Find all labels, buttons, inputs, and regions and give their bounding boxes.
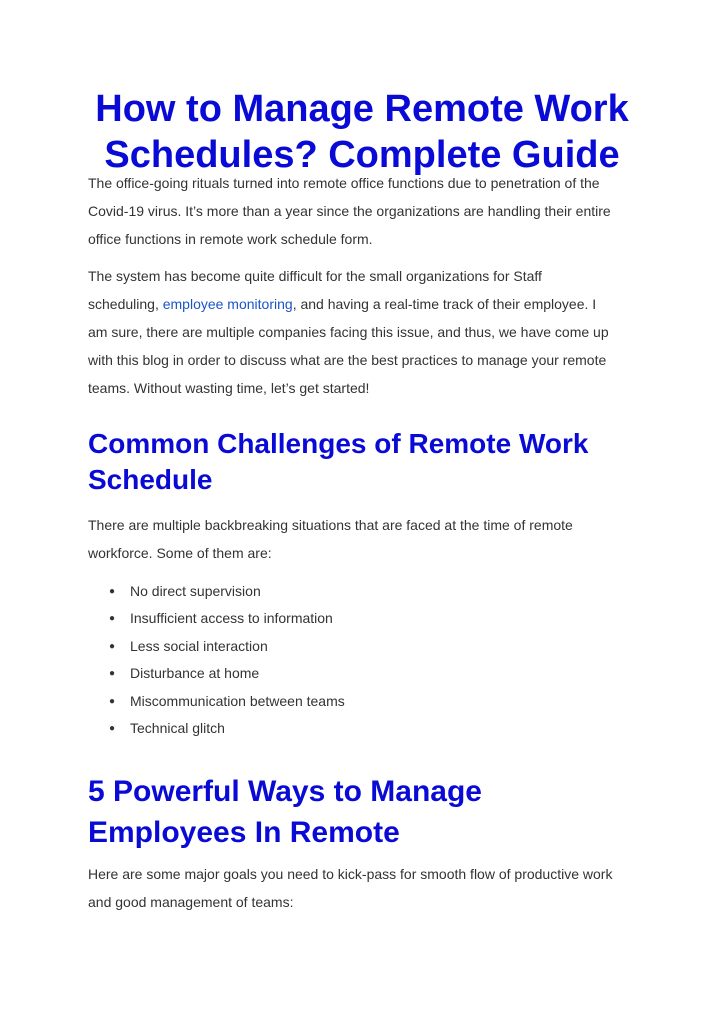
- list-item: [88, 688, 636, 715]
- system-paragraph: [88, 262, 636, 402]
- list-item-text: Miscommunication between teams: [130, 692, 345, 709]
- intro-paragraph: [88, 169, 636, 253]
- bullet-icon: ●: [109, 640, 116, 652]
- intro-line-3: office functions in remote work schedule form.: [88, 231, 373, 247]
- challenges-heading-line-2: Schedule: [88, 464, 213, 495]
- intro-line-2: Covid-19 virus. It’s more than a year since the organizations are handling their entire: [88, 203, 611, 219]
- ways-intro: [88, 860, 636, 916]
- list-item: [88, 605, 636, 632]
- list-item-text: No direct supervision: [130, 583, 261, 599]
- system-line-2-end: , and having a real-time track of their employee. I: [292, 296, 597, 312]
- bullet-icon: ●: [109, 586, 116, 597]
- system-line-5: teams. Without wasting time, let’s get started!: [88, 380, 370, 396]
- bullet-icon: ●: [109, 613, 116, 625]
- list-item: [88, 660, 636, 687]
- ways-heading-line-1: 5 Powerful Ways to Manage: [88, 775, 482, 809]
- intro-line-1: The office-going rituals turned into remote office functions due to penetration of the: [88, 175, 600, 191]
- list-item-text: Technical glitch: [130, 720, 225, 737]
- list-item-text: Less social interaction: [130, 637, 268, 654]
- bullet-icon: ●: [109, 668, 116, 680]
- system-line-4: with this blog in order to discuss what are the best practices to manage your remote: [88, 352, 607, 368]
- challenges-list: [88, 578, 636, 742]
- document-page: [88, 86, 636, 916]
- ways-intro-line-2: and good management of teams:: [88, 894, 294, 911]
- system-line-2: [88, 290, 636, 318]
- challenges-intro-line-2: workforce. Some of them are:: [88, 545, 272, 561]
- ways-heading-line-2: Employees In Remote: [88, 816, 400, 850]
- system-line-1: The system has become quite difficult for the small organizations for Staff: [88, 268, 542, 284]
- challenges-heading: [88, 426, 636, 498]
- system-line-3: am sure, there are multiple companies facing this issue, and thus, we have come up: [88, 324, 609, 340]
- employee-monitoring-link[interactable]: employee monitoring: [162, 296, 293, 312]
- list-item: [88, 633, 636, 660]
- title-line-1: How to Manage Remote Work: [95, 88, 629, 130]
- bullet-icon: ●: [109, 695, 116, 707]
- page-title: [88, 86, 636, 178]
- title-line-2: Schedules? Complete Guide: [104, 134, 620, 176]
- list-item-text: Insufficient access to information: [130, 610, 333, 627]
- list-item: [88, 715, 636, 742]
- system-line-2-start: scheduling,: [88, 296, 163, 312]
- challenges-intro-line-1: There are multiple backbreaking situations that are faced at the time of remote: [88, 517, 573, 533]
- list-item: [88, 578, 636, 605]
- bullet-icon: ●: [109, 723, 116, 735]
- list-item-text: Disturbance at home: [130, 665, 260, 682]
- ways-intro-line-1: Here are some major goals you need to kick-pass for smooth flow of productive work: [88, 866, 613, 883]
- challenges-intro: [88, 511, 636, 567]
- challenges-heading-line-1: Common Challenges of Remote Work: [88, 428, 589, 459]
- ways-heading: [88, 771, 636, 853]
